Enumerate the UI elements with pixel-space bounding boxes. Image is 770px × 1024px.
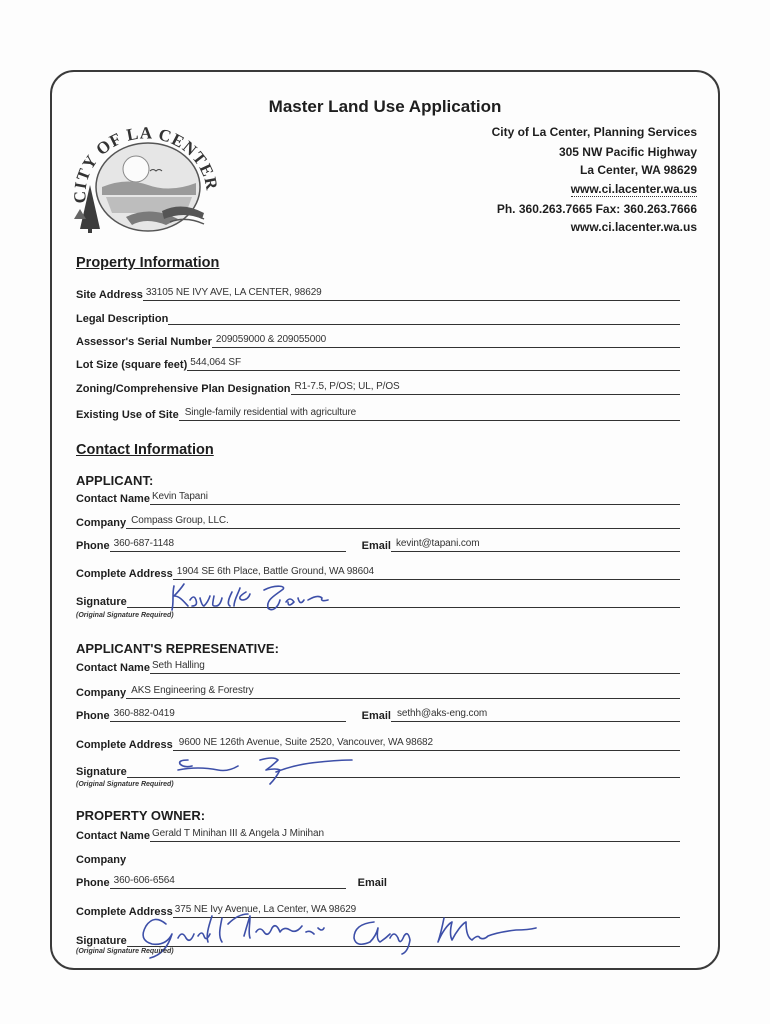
representative-address-field[interactable]: 9600 NE 126th Avenue, Suite 2520, Vancouver, WA 98682: [173, 736, 680, 751]
phone-label: Phone: [76, 877, 110, 889]
seal-text: CITY OF LA CENTER: [70, 125, 222, 204]
applicant-phone-field[interactable]: 360-687-1148: [110, 537, 346, 552]
company-label: Company: [76, 687, 127, 699]
applicant-company-field[interactable]: Compass Group, LLC.: [126, 514, 680, 529]
owner-phone-row: [76, 873, 680, 889]
representative-phone-field[interactable]: 360-882-0419: [110, 707, 346, 722]
owner-required-note: (Original Signature Required): [76, 948, 174, 955]
applicant-phone-row: [76, 536, 680, 552]
site-address-row: [76, 285, 680, 301]
signature-label: Signature: [76, 935, 127, 947]
lot-size-row: [76, 355, 680, 371]
zoning-label: Zoning/Comprehensive Plan Designation: [76, 383, 291, 395]
representative-phone-row: [76, 706, 680, 722]
owner-company-row: [76, 850, 680, 866]
applicant-name-row: [76, 489, 680, 505]
company-label: Company: [76, 517, 127, 529]
serial-number-field[interactable]: 209059000 & 209055000: [212, 333, 680, 348]
representative-heading: APPLICANT'S REPRESENATIVE:: [76, 641, 279, 656]
address-label: Complete Address: [76, 568, 173, 580]
owner-signature-icon: [128, 910, 548, 956]
representative-address-row: [76, 735, 680, 751]
owner-phone-field[interactable]: 360-606-6564: [110, 874, 346, 889]
signature-label: Signature: [76, 766, 127, 778]
website-link-2[interactable]: www.ci.lacenter.wa.us: [570, 220, 697, 234]
representative-company-field[interactable]: AKS Engineering & Forestry: [126, 684, 680, 699]
representative-name-row: [76, 658, 680, 674]
lot-size-label: Lot Size (square feet): [76, 359, 188, 371]
applicant-address-row: [76, 564, 680, 580]
applicant-address-field[interactable]: 1904 SE 6th Place, Battle Ground, WA 98604: [173, 565, 680, 580]
city-seal-icon: [66, 125, 222, 237]
email-label: Email: [361, 540, 391, 552]
site-address-field[interactable]: 33105 NE IVY AVE, LA CENTER, 98629: [143, 286, 680, 301]
contact-name-label: Contact Name: [76, 830, 150, 842]
owner-name-field[interactable]: Gerald T Minihan III & Angela J Minihan: [150, 827, 680, 842]
legal-description-row: [76, 309, 680, 325]
company-label: Company: [76, 854, 127, 866]
owner-address-field[interactable]: 375 NE Ivy Avenue, La Center, WA 98629: [173, 903, 680, 918]
representative-company-row: [76, 683, 680, 699]
applicant-name-field[interactable]: Kevin Tapani: [150, 490, 680, 505]
zoning-field[interactable]: R1-7.5, P/OS; UL, P/OS: [291, 380, 680, 395]
applicant-heading: APPLICANT:: [76, 473, 154, 488]
signature-label: Signature: [76, 596, 127, 608]
representative-signature-icon: [160, 752, 360, 786]
serial-number-row: [76, 332, 680, 348]
property-heading: Property Information: [76, 255, 220, 271]
representative-name-field[interactable]: Seth Halling: [150, 659, 680, 674]
lot-size-field[interactable]: 544,064 SF: [187, 356, 680, 371]
legal-description-field[interactable]: [168, 310, 680, 325]
representative-email-field[interactable]: sethh@aks-eng.com: [391, 707, 680, 722]
page-title: Master Land Use Application: [268, 97, 502, 116]
email-label: Email: [361, 710, 391, 722]
address-label: Complete Address: [76, 906, 173, 918]
phone-fax: Ph. 360.263.7665 Fax: 360.263.7666: [496, 202, 697, 216]
contact-name-label: Contact Name: [76, 493, 150, 505]
owner-heading: PROPERTY OWNER:: [76, 808, 206, 823]
existing-use-label: Existing Use of Site: [76, 409, 179, 421]
legal-description-label: Legal Description: [76, 313, 169, 325]
office-city: La Center, WA 98629: [580, 163, 697, 177]
email-label: Email: [357, 877, 387, 889]
website-link[interactable]: www.ci.lacenter.wa.us: [570, 182, 697, 196]
contact-name-label: Contact Name: [76, 662, 150, 674]
office-street: 305 NW Pacific Highway: [558, 145, 697, 159]
applicant-company-row: [76, 513, 680, 529]
contact-heading: Contact Information: [76, 442, 214, 458]
owner-name-row: [76, 826, 680, 842]
applicant-signature-icon: [168, 580, 340, 616]
address-label: Complete Address: [76, 739, 173, 751]
existing-use-row: [76, 405, 680, 421]
applicant-required-note: (Original Signature Required): [76, 612, 174, 619]
zoning-row: [76, 379, 680, 395]
phone-label: Phone: [76, 710, 110, 722]
representative-required-note: (Original Signature Required): [76, 781, 174, 788]
serial-number-label: Assessor's Serial Number: [76, 336, 212, 348]
applicant-signature-row: [76, 592, 680, 608]
applicant-email-field[interactable]: kevint@tapani.com: [391, 537, 680, 552]
site-address-label: Site Address: [76, 289, 143, 301]
phone-label: Phone: [76, 540, 110, 552]
existing-use-field[interactable]: Single-family residential with agriculture: [179, 406, 680, 421]
office-name: City of La Center, Planning Services: [491, 125, 697, 139]
